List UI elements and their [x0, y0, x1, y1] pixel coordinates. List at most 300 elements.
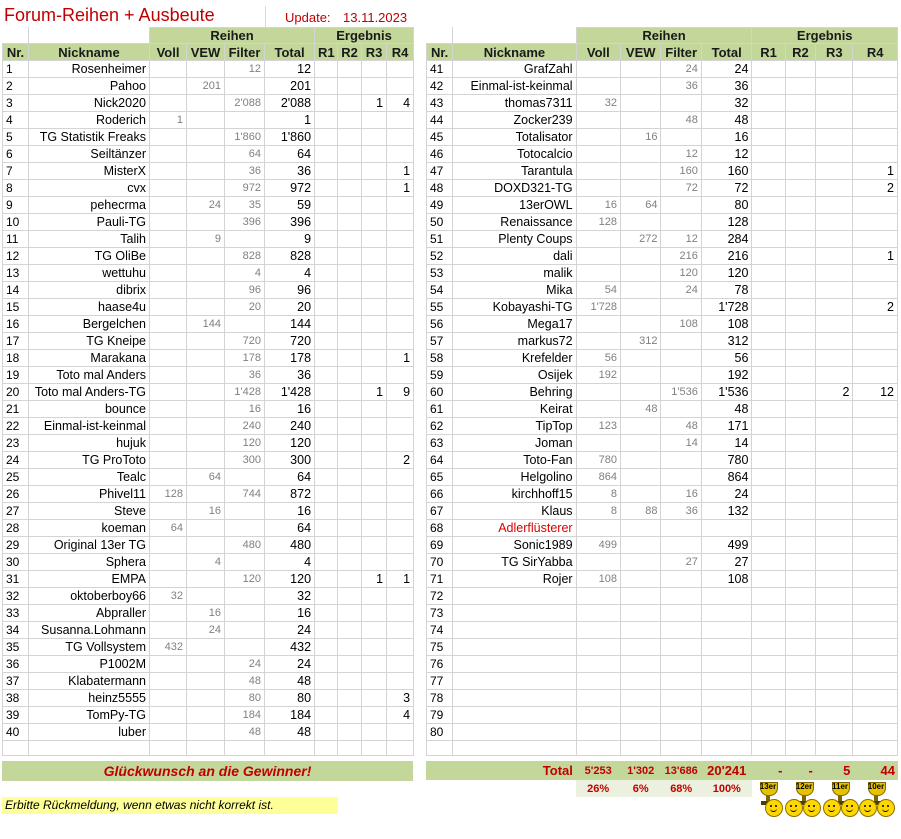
- row-vew: [621, 469, 661, 486]
- row-r2: [785, 571, 815, 588]
- row-filter: [661, 639, 701, 656]
- row-vew: [187, 367, 225, 384]
- table-row: [427, 486, 898, 503]
- row-voll: [576, 333, 620, 350]
- row-r2: [785, 503, 815, 520]
- row-r2: [785, 486, 815, 503]
- row-number: 26: [3, 486, 29, 503]
- row-nickname: Einmal-ist-keinmal: [453, 78, 576, 95]
- row-nickname: [453, 656, 576, 673]
- row-r1: [315, 146, 338, 163]
- spacer-cell: [816, 741, 853, 756]
- row-r2: [785, 129, 815, 146]
- row-r3: [816, 112, 853, 129]
- row-nickname: hujuk: [29, 435, 150, 452]
- row-r2: [338, 724, 362, 741]
- row-filter: [661, 588, 701, 605]
- row-vew: 16: [621, 129, 661, 146]
- row-r1: [752, 61, 785, 78]
- table-row: [3, 282, 414, 299]
- row-nickname: heinz5555: [29, 690, 150, 707]
- row-filter: 4: [225, 265, 265, 282]
- row-vew: 4: [187, 554, 225, 571]
- row-voll: 32: [576, 95, 620, 112]
- row-r2: [785, 452, 815, 469]
- row-number: 21: [3, 401, 29, 418]
- row-total: 56: [701, 350, 752, 367]
- row-filter: 240: [225, 418, 265, 435]
- table-row: [3, 299, 414, 316]
- row-r3: [362, 673, 387, 690]
- row-filter: [661, 707, 701, 724]
- header-blank: [3, 28, 29, 44]
- row-vew: 16: [187, 503, 225, 520]
- row-voll: 1'728: [576, 299, 620, 316]
- row-filter: 36: [225, 367, 265, 384]
- row-nickname: Renaissance: [453, 214, 576, 231]
- row-r2: [785, 214, 815, 231]
- row-r1: [315, 367, 338, 384]
- row-nickname: Totocalcio: [453, 146, 576, 163]
- row-vew: 48: [621, 401, 661, 418]
- row-r4: 12: [853, 384, 898, 401]
- row-nickname: Plenty Coups: [453, 231, 576, 248]
- row-r1: [752, 537, 785, 554]
- row-total: 16: [701, 129, 752, 146]
- totals-row: [426, 761, 898, 780]
- row-voll: [576, 639, 620, 656]
- row-r4: [387, 537, 414, 554]
- row-r3: [816, 622, 853, 639]
- row-filter: 80: [225, 690, 265, 707]
- table-row: [3, 265, 414, 282]
- update-date: 13.11.2023: [343, 10, 408, 25]
- row-voll: [150, 435, 187, 452]
- row-r4: [387, 622, 414, 639]
- row-filter: 480: [225, 537, 265, 554]
- table-row: [3, 316, 414, 333]
- column-header-r3: R3: [816, 44, 853, 61]
- row-total: 120: [701, 265, 752, 282]
- row-r1: [752, 724, 785, 741]
- row-r2: [338, 486, 362, 503]
- row-total: 24: [265, 622, 315, 639]
- row-filter: 48: [225, 724, 265, 741]
- row-voll: [576, 248, 620, 265]
- row-voll: [576, 656, 620, 673]
- row-r2: [785, 639, 815, 656]
- row-r2: [785, 163, 815, 180]
- row-nickname: Einmal-ist-keinmal: [29, 418, 150, 435]
- row-vew: 201: [187, 78, 225, 95]
- row-vew: [187, 350, 225, 367]
- row-filter: 120: [225, 435, 265, 452]
- row-r4: [853, 112, 898, 129]
- trophy-label: 10er: [867, 782, 885, 791]
- row-r2: [785, 248, 815, 265]
- table-row: [427, 707, 898, 724]
- spacer-cell: [752, 741, 785, 756]
- row-total: 120: [265, 435, 315, 452]
- table-row: [3, 384, 414, 401]
- row-r2: [785, 367, 815, 384]
- row-number: 42: [427, 78, 453, 95]
- row-vew: [621, 690, 661, 707]
- row-r2: [338, 299, 362, 316]
- table-row: [3, 452, 414, 469]
- row-r1: [752, 622, 785, 639]
- row-voll: [150, 299, 187, 316]
- row-nickname: Totalisator: [453, 129, 576, 146]
- row-vew: [187, 690, 225, 707]
- row-voll: 8: [576, 486, 620, 503]
- row-vew: 64: [187, 469, 225, 486]
- row-r4: [387, 112, 414, 129]
- row-r3: [816, 180, 853, 197]
- row-r1: [315, 163, 338, 180]
- row-total: 12: [701, 146, 752, 163]
- row-r4: [387, 673, 414, 690]
- row-total: [701, 588, 752, 605]
- row-vew: [621, 639, 661, 656]
- row-voll: 128: [150, 486, 187, 503]
- row-r2: [785, 724, 815, 741]
- row-nickname: TipTop: [453, 418, 576, 435]
- row-vew: [621, 724, 661, 741]
- row-voll: 32: [150, 588, 187, 605]
- row-r3: [816, 673, 853, 690]
- row-vew: [187, 180, 225, 197]
- row-r3: [362, 724, 387, 741]
- row-total: 48: [265, 673, 315, 690]
- row-nickname: Roderich: [29, 112, 150, 129]
- row-filter: 120: [225, 571, 265, 588]
- row-filter: [661, 605, 701, 622]
- row-r4: [853, 503, 898, 520]
- header-blank: [29, 28, 150, 44]
- row-vew: [621, 537, 661, 554]
- row-voll: 123: [576, 418, 620, 435]
- row-vew: [187, 214, 225, 231]
- row-filter: [225, 622, 265, 639]
- row-number: 33: [3, 605, 29, 622]
- row-r3: [362, 248, 387, 265]
- row-r2: [785, 656, 815, 673]
- row-total: 16: [265, 605, 315, 622]
- row-r4: [853, 129, 898, 146]
- row-total: 312: [701, 333, 752, 350]
- table-row: [427, 316, 898, 333]
- row-vew: 9: [187, 231, 225, 248]
- row-number: 49: [427, 197, 453, 214]
- row-r2: [338, 95, 362, 112]
- row-nickname: Tarantula: [453, 163, 576, 180]
- spacer-cell: [453, 741, 576, 756]
- table-row: [3, 333, 414, 350]
- row-voll: 432: [150, 639, 187, 656]
- row-nickname: Seiltänzer: [29, 146, 150, 163]
- row-total: 128: [701, 214, 752, 231]
- table-row: [3, 724, 414, 741]
- table-row: [427, 231, 898, 248]
- row-r4: [853, 452, 898, 469]
- row-voll: [576, 724, 620, 741]
- table-row: [427, 503, 898, 520]
- row-number: 47: [427, 163, 453, 180]
- row-r3: [816, 248, 853, 265]
- table-row: [427, 656, 898, 673]
- row-voll: [150, 367, 187, 384]
- row-voll: [150, 248, 187, 265]
- row-total: [701, 605, 752, 622]
- row-filter: 24: [225, 656, 265, 673]
- row-total: [701, 520, 752, 537]
- table-row: [427, 452, 898, 469]
- row-r4: [387, 146, 414, 163]
- table-row: [427, 401, 898, 418]
- row-number: 54: [427, 282, 453, 299]
- row-r4: [387, 316, 414, 333]
- row-r2: [338, 367, 362, 384]
- row-total: [701, 724, 752, 741]
- table-row: [427, 367, 898, 384]
- row-filter: 36: [661, 78, 701, 95]
- row-vew: [621, 452, 661, 469]
- table-row: [427, 350, 898, 367]
- row-filter: [225, 231, 265, 248]
- row-r2: [338, 78, 362, 95]
- row-filter: [661, 690, 701, 707]
- row-r4: [853, 333, 898, 350]
- row-vew: 24: [187, 622, 225, 639]
- row-total: 144: [265, 316, 315, 333]
- row-r3: [816, 333, 853, 350]
- row-filter: 64: [225, 146, 265, 163]
- row-nickname: Sphera: [29, 554, 150, 571]
- table-row: [427, 112, 898, 129]
- row-vew: 64: [621, 197, 661, 214]
- row-r3: [816, 690, 853, 707]
- row-r3: 2: [816, 384, 853, 401]
- row-r3: [816, 639, 853, 656]
- row-vew: [187, 656, 225, 673]
- row-voll: [150, 180, 187, 197]
- row-vew: 24: [187, 197, 225, 214]
- spacer-row: [427, 741, 898, 756]
- row-vew: [187, 418, 225, 435]
- row-number: 60: [427, 384, 453, 401]
- header-blank: [427, 28, 453, 44]
- row-total: 864: [701, 469, 752, 486]
- row-filter: 108: [661, 316, 701, 333]
- totals-label: Total: [452, 761, 576, 780]
- row-nickname: dibrix: [29, 282, 150, 299]
- row-voll: [576, 520, 620, 537]
- row-vew: [187, 673, 225, 690]
- row-nickname: GrafZahl: [453, 61, 576, 78]
- row-r4: [853, 622, 898, 639]
- row-r2: [338, 129, 362, 146]
- row-r4: [387, 401, 414, 418]
- table-row: [427, 333, 898, 350]
- row-vew: [621, 316, 661, 333]
- row-r3: [362, 112, 387, 129]
- row-r3: 1: [362, 384, 387, 401]
- table-row: [427, 384, 898, 401]
- row-r3: [362, 265, 387, 282]
- row-filter: [225, 112, 265, 129]
- row-vew: 312: [621, 333, 661, 350]
- row-r1: [315, 231, 338, 248]
- row-number: 52: [427, 248, 453, 265]
- row-voll: [150, 282, 187, 299]
- table-row: [3, 588, 414, 605]
- table-row: [3, 367, 414, 384]
- row-r2: [338, 316, 362, 333]
- row-r1: [315, 605, 338, 622]
- table-row: [3, 350, 414, 367]
- row-r3: [816, 299, 853, 316]
- row-number: 19: [3, 367, 29, 384]
- row-voll: [576, 180, 620, 197]
- row-number: 40: [3, 724, 29, 741]
- row-total: 32: [701, 95, 752, 112]
- row-filter: 48: [661, 112, 701, 129]
- row-filter: 216: [661, 248, 701, 265]
- row-total: 16: [265, 503, 315, 520]
- row-number: 27: [3, 503, 29, 520]
- row-r1: [752, 367, 785, 384]
- row-voll: [576, 435, 620, 452]
- row-r3: [362, 622, 387, 639]
- row-vew: [621, 61, 661, 78]
- row-number: 32: [3, 588, 29, 605]
- row-filter: 2'088: [225, 95, 265, 112]
- row-vew: [621, 656, 661, 673]
- row-vew: [621, 112, 661, 129]
- spacer-cell: [225, 741, 265, 756]
- row-vew: [621, 554, 661, 571]
- table-row: [3, 435, 414, 452]
- row-r3: [362, 520, 387, 537]
- row-vew: [187, 707, 225, 724]
- row-r2: [785, 605, 815, 622]
- row-total: 24: [265, 656, 315, 673]
- row-r3: [362, 299, 387, 316]
- row-total: 24: [701, 486, 752, 503]
- row-r4: [853, 231, 898, 248]
- spacer-cell: [265, 741, 315, 756]
- row-voll: [150, 146, 187, 163]
- table-row: [427, 418, 898, 435]
- row-filter: 24: [661, 282, 701, 299]
- row-vew: [621, 163, 661, 180]
- row-r1: [752, 452, 785, 469]
- row-r1: [752, 707, 785, 724]
- row-total: 872: [265, 486, 315, 503]
- row-r2: [338, 282, 362, 299]
- row-filter: [661, 197, 701, 214]
- row-vew: [621, 605, 661, 622]
- row-r1: [752, 112, 785, 129]
- total-vew: 1'302: [620, 761, 661, 780]
- row-number: 41: [427, 61, 453, 78]
- row-nickname: [453, 622, 576, 639]
- row-r1: [752, 333, 785, 350]
- row-nickname: kirchhoff15: [453, 486, 576, 503]
- row-r4: [387, 656, 414, 673]
- row-number: 25: [3, 469, 29, 486]
- row-nickname: markus72: [453, 333, 576, 350]
- row-nickname: Nick2020: [29, 95, 150, 112]
- row-r1: [752, 469, 785, 486]
- row-r2: [338, 265, 362, 282]
- pct-filter: 68%: [661, 780, 702, 797]
- row-voll: [150, 163, 187, 180]
- row-filter: 24: [661, 61, 701, 78]
- row-nickname: luber: [29, 724, 150, 741]
- row-r2: [785, 282, 815, 299]
- total-r1: -: [752, 761, 785, 780]
- row-number: 51: [427, 231, 453, 248]
- row-r3: [816, 469, 853, 486]
- row-nickname: EMPA: [29, 571, 150, 588]
- row-r3: [816, 486, 853, 503]
- smiley-icon: [841, 799, 859, 817]
- row-r3: [362, 639, 387, 656]
- row-r4: [387, 214, 414, 231]
- row-r1: [752, 146, 785, 163]
- row-vew: [187, 248, 225, 265]
- row-nickname: [453, 690, 576, 707]
- row-filter: 36: [661, 503, 701, 520]
- row-r1: [752, 316, 785, 333]
- row-number: 69: [427, 537, 453, 554]
- row-r4: [387, 639, 414, 656]
- row-vew: [621, 520, 661, 537]
- table-row: [3, 61, 414, 78]
- row-vew: [187, 452, 225, 469]
- row-nickname: DOXD321-TG: [453, 180, 576, 197]
- row-nickname: oktoberboy66: [29, 588, 150, 605]
- row-vew: [621, 571, 661, 588]
- row-r2: [785, 112, 815, 129]
- row-total: [701, 707, 752, 724]
- row-voll: 108: [576, 571, 620, 588]
- row-nickname: TG Kneipe: [29, 333, 150, 350]
- row-total: 27: [701, 554, 752, 571]
- row-r1: [752, 605, 785, 622]
- row-vew: [187, 95, 225, 112]
- row-vew: [187, 724, 225, 741]
- row-total: 64: [265, 469, 315, 486]
- row-filter: [661, 469, 701, 486]
- row-total: [701, 656, 752, 673]
- row-r4: 1: [387, 180, 414, 197]
- row-r3: [362, 690, 387, 707]
- row-r1: [752, 197, 785, 214]
- row-total: 80: [701, 197, 752, 214]
- row-filter: 184: [225, 707, 265, 724]
- row-r4: [387, 435, 414, 452]
- row-vew: [187, 282, 225, 299]
- row-r2: [338, 605, 362, 622]
- row-r2: [785, 554, 815, 571]
- row-number: 67: [427, 503, 453, 520]
- row-r4: [853, 401, 898, 418]
- row-r1: [315, 554, 338, 571]
- row-r4: [853, 605, 898, 622]
